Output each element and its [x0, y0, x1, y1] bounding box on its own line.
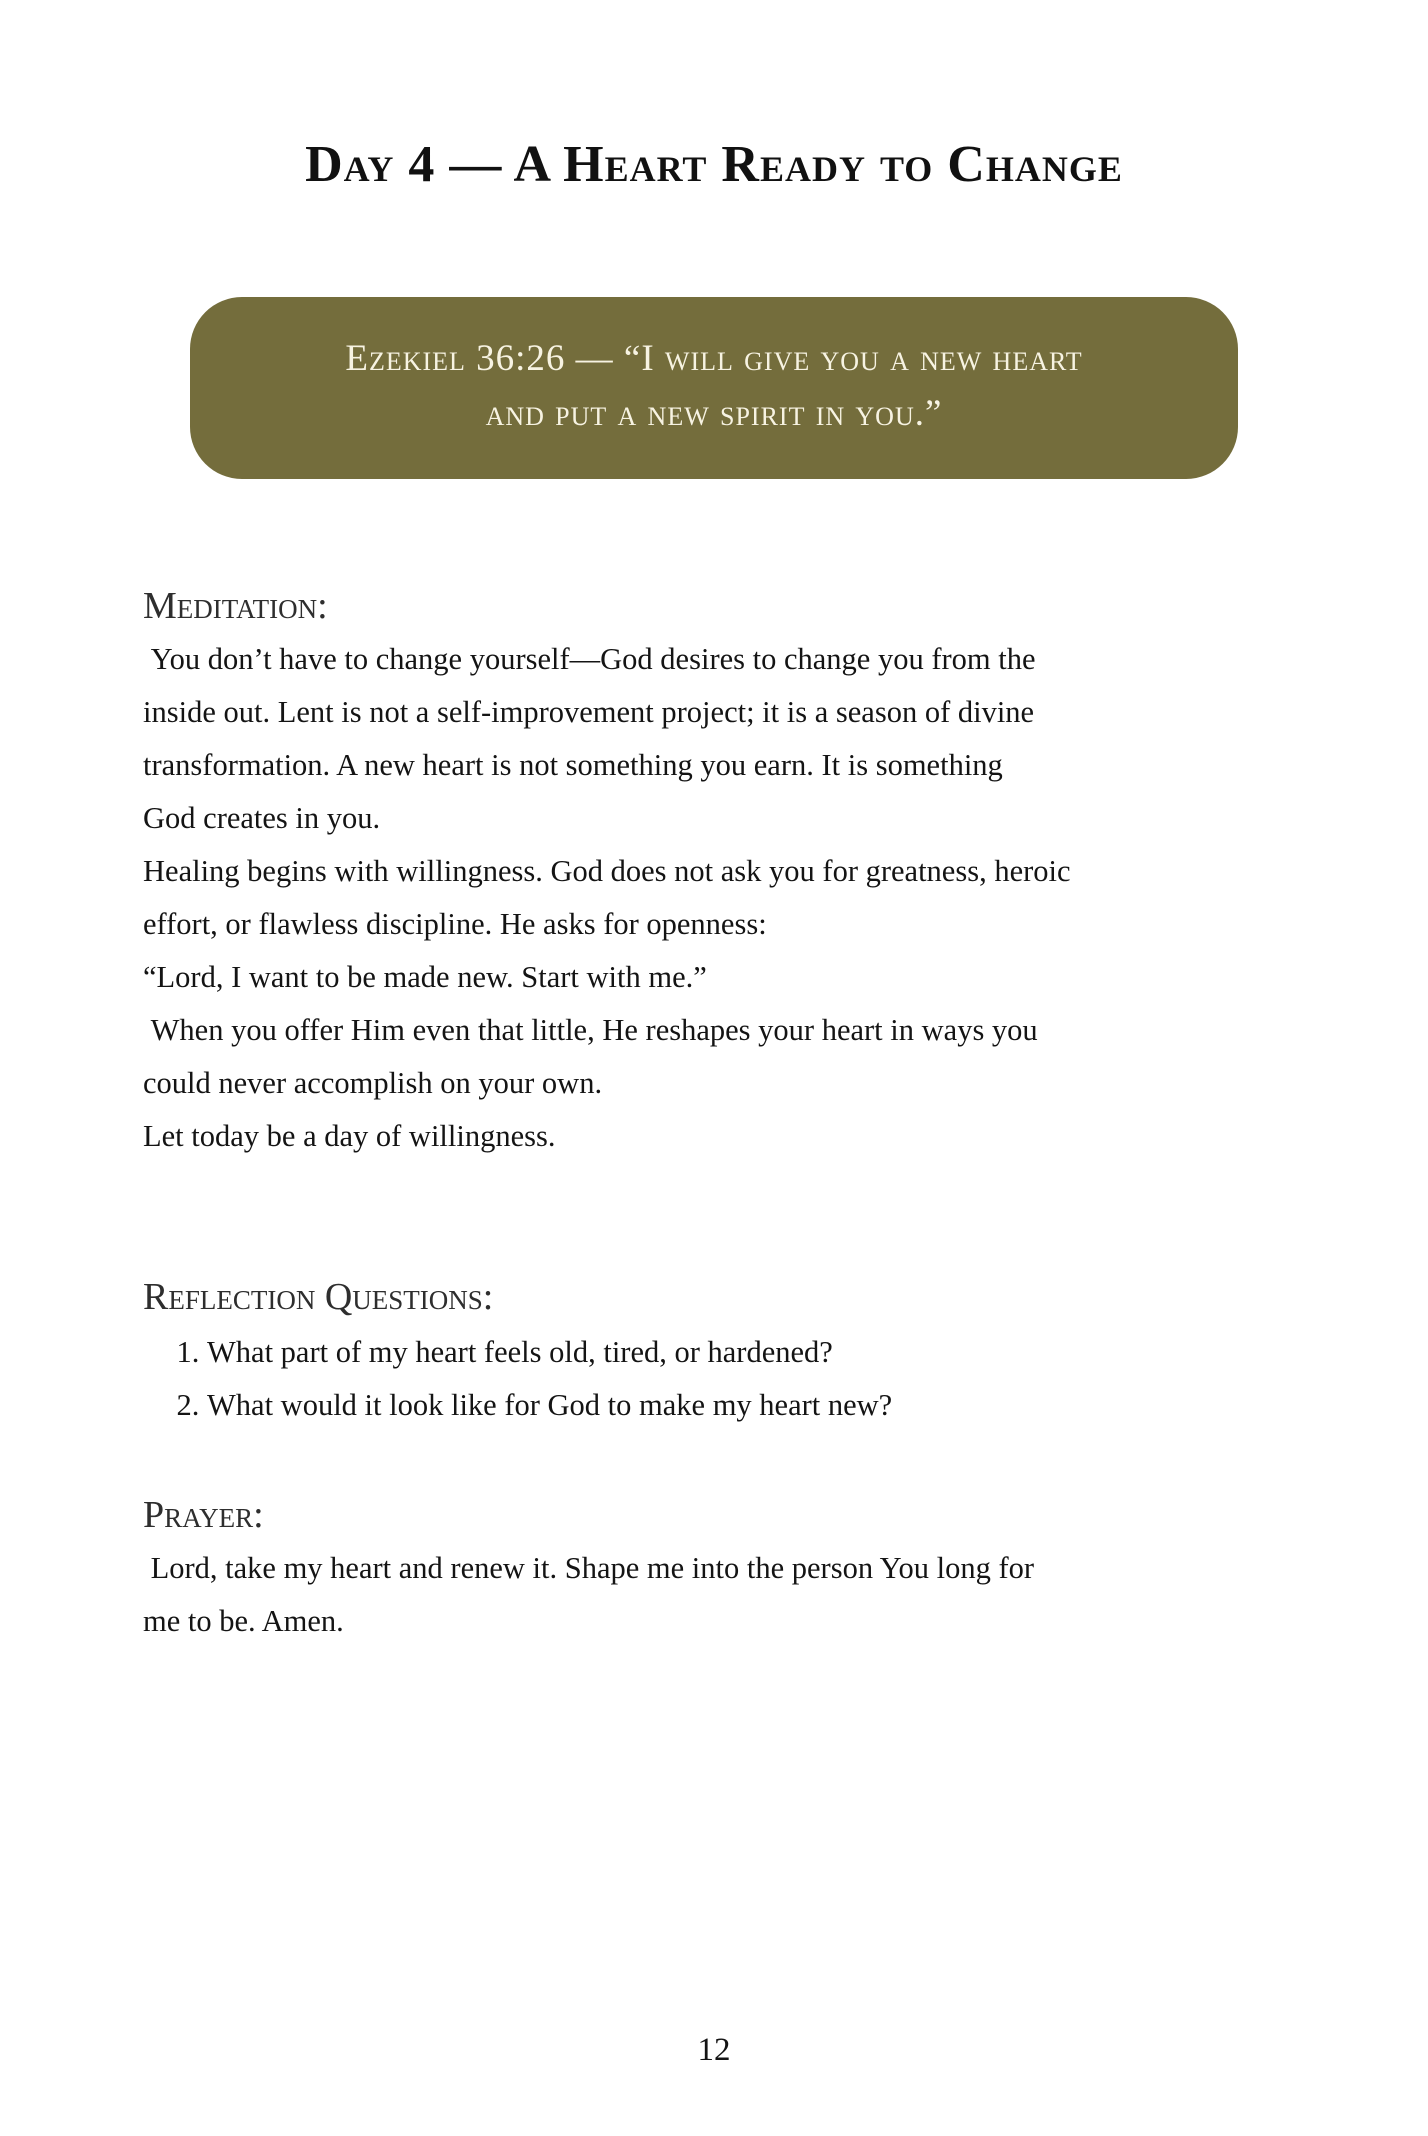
text-line: Healing begins with willingness. God does not ask you for greatness, heroic [143, 854, 1071, 889]
text-line: When you offer Him even that little, He reshapes your heart in ways you [143, 1013, 1038, 1048]
text-line: inside out. Lent is not a self-improvement project; it is a season of divine [143, 695, 1035, 730]
text-line: could never accomplish on your own. [143, 1066, 603, 1101]
text-line: God creates in you. [143, 801, 381, 836]
section-reflection [143, 1273, 1285, 1432]
question-item: 1. What part of my heart feels old, tired, or hardened? [207, 1326, 1285, 1379]
question-list [143, 1326, 1285, 1432]
reflection-heading: Reflection Questions: [143, 1276, 494, 1319]
text-line: “Lord, I want to be made new. Start with me.” [143, 960, 707, 995]
verse-lines [230, 331, 1198, 441]
verse-line: and put a new spirit in you.” [485, 393, 943, 435]
text-line: Let today be a day of willingness. [143, 1119, 556, 1154]
text-line: me to be. Amen. [143, 1604, 344, 1639]
verse-banner [190, 297, 1238, 479]
text-line: Lord, take my heart and renew it. Shape me into the person You long for [143, 1551, 1035, 1586]
prayer-heading: Prayer: [143, 1494, 264, 1537]
verse-line: Ezekiel 36:26 — “I will give you a new heart [345, 338, 1083, 380]
prayer-body [143, 1542, 1285, 1648]
section-meditation [143, 582, 1285, 1163]
page-number: 12 [697, 2032, 731, 2068]
text-line: transformation. A new heart is not something you earn. It is something [143, 748, 1003, 783]
page-title: Day 4 — A Heart Ready to Change [305, 136, 1123, 193]
section-prayer [143, 1491, 1285, 1648]
meditation-heading: Meditation: [143, 585, 328, 628]
text-line: effort, or flawless discipline. He asks for openness: [143, 907, 767, 942]
question-item: 2. What would it look like for God to make my heart new? [207, 1379, 1285, 1432]
meditation-body [143, 633, 1285, 1163]
document-page [0, 136, 1428, 2136]
text-line: You don’t have to change yourself—God desires to change you from the [143, 642, 1036, 677]
